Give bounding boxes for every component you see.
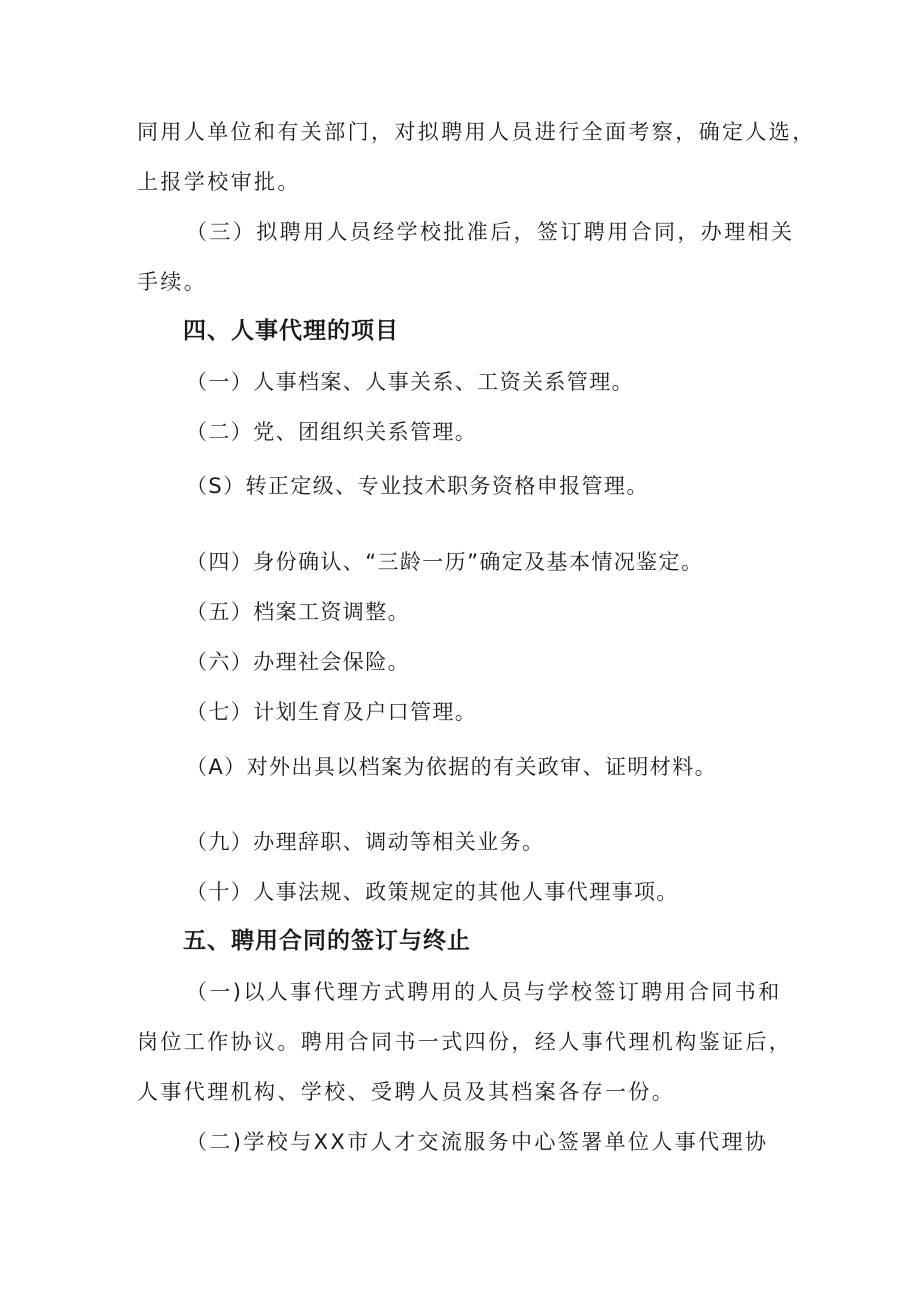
paragraph-line: 岗位工作协议。聘用合同书一式四份，经人事代理机构鉴证后， <box>137 1030 793 1054</box>
paragraph-line: （二)学校与XX市人才交流服务中心签署单位人事代理协 <box>186 1130 769 1154</box>
list-item: （一）人事档案、人事关系、工资关系管理。 <box>186 370 634 394</box>
paragraph-line: 上报学校审批。 <box>137 170 301 194</box>
list-item: （九）办理辞职、调动等相关业务。 <box>186 830 545 854</box>
list-item: （七）计划生育及户口管理。 <box>186 700 478 724</box>
paragraph-line: （一)以人事代理方式聘用的人员与学校签订聘用合同书和 <box>186 980 782 1004</box>
list-item: （四）身份确认、“三龄一历”确定及基本情况鉴定。 <box>186 550 704 574</box>
paragraph-line: 同用人单位和有关部门，对拟聘用人员进行全面考察，确定人选， <box>137 120 816 144</box>
list-item: （A）对外出具以档案为依据的有关政审、证明材料。 <box>186 755 717 779</box>
list-item: （六）办理社会保险。 <box>186 650 410 674</box>
section-heading: 四、人事代理的项目 <box>183 318 399 344</box>
paragraph-line: （三）拟聘用人员经学校批准后，签订聘用合同，办理相关 <box>186 220 795 244</box>
paragraph-line: 人事代理机构、学校、受聘人员及其档案各存一份。 <box>137 1080 676 1104</box>
list-item: （二）党、团组织关系管理。 <box>186 420 478 444</box>
list-item: （十）人事法规、政策规定的其他人事代理事项。 <box>186 880 679 904</box>
paragraph-line: 手续。 <box>137 270 208 294</box>
list-item: （S）转正定级、专业技术职务资格申报管理。 <box>186 474 649 498</box>
section-heading: 五、聘用合同的签订与终止 <box>183 928 471 954</box>
list-item: （五）档案工资调整。 <box>186 600 410 624</box>
